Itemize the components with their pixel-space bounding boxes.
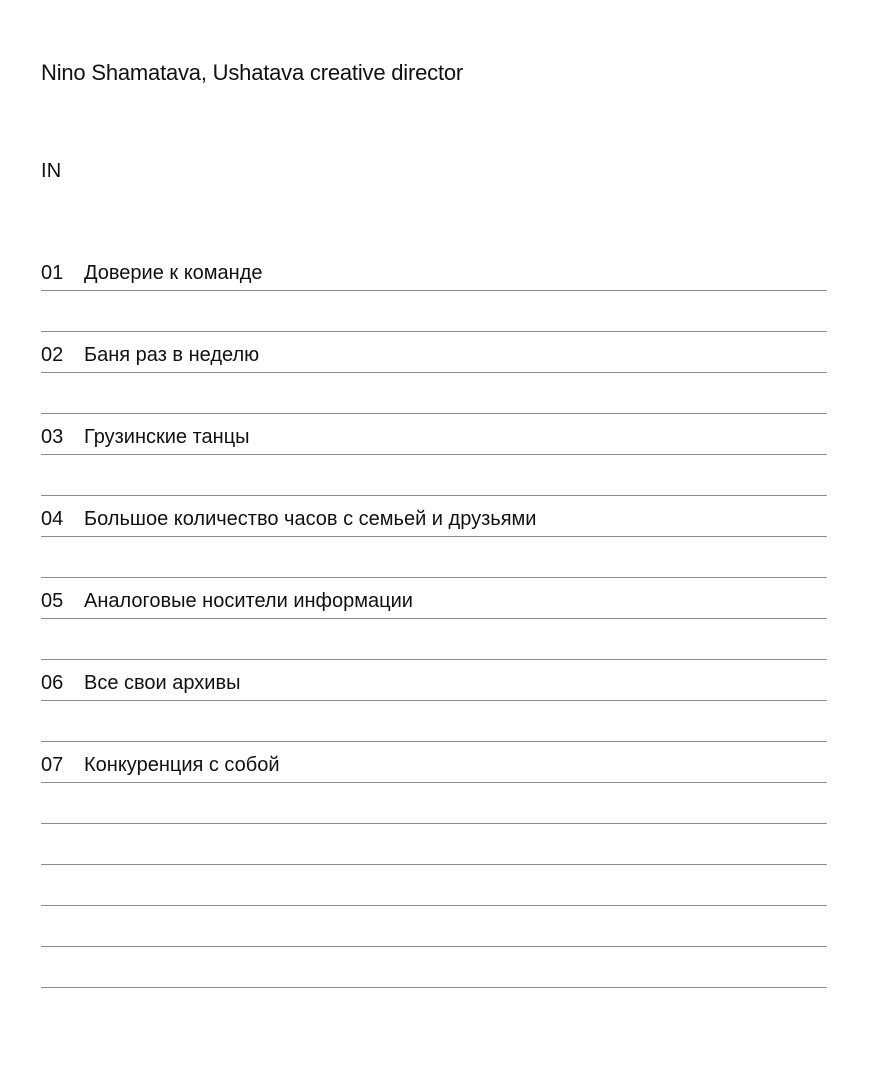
list-item xyxy=(41,619,827,660)
item-number: 05 xyxy=(41,590,64,612)
item-number: 04 xyxy=(41,508,64,530)
page-title: Nino Shamatava, Ushatava creative director xyxy=(41,60,464,85)
list-item xyxy=(41,742,827,783)
item-label: Аналоговые носители информации xyxy=(84,590,413,612)
list-item xyxy=(41,783,827,824)
item-number: 07 xyxy=(41,754,64,776)
list-item xyxy=(41,332,827,373)
list-item xyxy=(41,865,827,906)
list-item xyxy=(41,824,827,865)
list-item xyxy=(41,660,827,701)
list-item xyxy=(41,455,827,496)
item-label: Баня раз в неделю xyxy=(84,344,260,366)
list-item xyxy=(41,906,827,947)
section-label: IN xyxy=(41,160,62,182)
item-number: 02 xyxy=(41,344,64,366)
list-item xyxy=(41,578,827,619)
list-item xyxy=(41,373,827,414)
item-number: 03 xyxy=(41,426,64,448)
item-label: Доверие к команде xyxy=(84,262,263,284)
item-label: Большое количество часов с семьей и друзьями xyxy=(84,508,537,530)
item-number: 06 xyxy=(41,672,64,694)
list-item xyxy=(41,414,827,455)
item-number: 01 xyxy=(41,262,64,284)
list-item xyxy=(41,947,827,988)
list-item xyxy=(41,496,827,537)
list-item xyxy=(41,250,827,291)
item-label: Все свои архивы xyxy=(84,672,241,694)
item-list xyxy=(41,250,827,988)
item-label: Конкуренция с собой xyxy=(84,754,280,776)
list-item xyxy=(41,701,827,742)
list-item xyxy=(41,537,827,578)
list-item xyxy=(41,291,827,332)
item-label: Грузинские танцы xyxy=(84,426,250,448)
